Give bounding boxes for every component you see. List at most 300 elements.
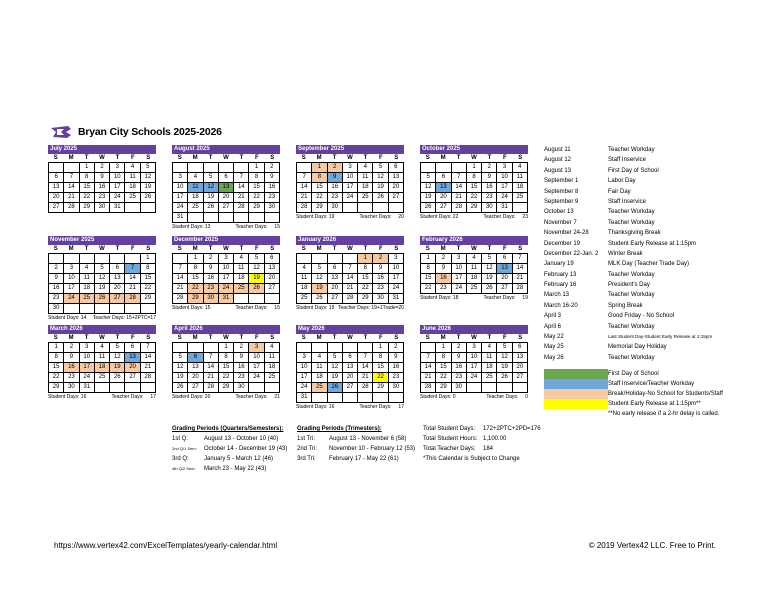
weekday-label: T: [487, 246, 492, 252]
day-grid: [420, 342, 528, 393]
day-cell: 11: [358, 173, 373, 183]
day-cell: 17: [452, 274, 467, 284]
empty-cell: [95, 304, 110, 314]
weekday-label: F: [131, 335, 135, 341]
day-cell: 6: [389, 163, 404, 173]
day-cell: 13: [497, 264, 512, 274]
day-cell: 4: [513, 163, 528, 173]
day-cell: 9: [204, 264, 219, 274]
event-date: October 13: [544, 209, 574, 216]
school-logo-icon: [50, 125, 72, 139]
day-cell: 5: [328, 353, 343, 363]
weekday-label: S: [53, 155, 58, 161]
day-cell: 29: [219, 383, 234, 393]
empty-cell: [204, 343, 219, 353]
day-cell: 28: [173, 294, 188, 304]
empty-cell: [95, 383, 110, 393]
month-summary: [172, 393, 280, 402]
day-cell: 27: [219, 203, 234, 213]
day-cell: 20: [389, 183, 404, 193]
day-cell: 12: [497, 353, 512, 363]
weekday-label: T: [84, 155, 89, 161]
totals-note: *This Calendar is Subject to Change: [423, 456, 520, 462]
grading-row: [172, 454, 287, 464]
day-cell: 30: [234, 383, 249, 393]
day-cell: 3: [297, 353, 312, 363]
month-april-2026: [172, 325, 280, 402]
month-title: April 2026: [172, 325, 280, 334]
day-cell: 14: [64, 183, 79, 193]
event-row: [544, 145, 764, 155]
day-cell: 4: [297, 264, 312, 274]
day-cell: 5: [95, 264, 110, 274]
day-cell: 14: [125, 274, 140, 284]
weekday-label: T: [363, 246, 368, 252]
empty-cell: [358, 393, 373, 403]
weekday-header: [420, 154, 528, 162]
day-cell: 2: [265, 163, 280, 173]
event-row: [544, 218, 764, 228]
day-cell: 3: [389, 254, 404, 264]
month-title: July 2025: [48, 145, 156, 154]
day-cell: 23: [328, 193, 343, 203]
day-cell: 21: [125, 284, 140, 294]
weekday-label: F: [503, 335, 507, 341]
weekday-label: F: [379, 335, 383, 341]
day-cell: 4: [95, 343, 110, 353]
weekday-label: S: [177, 335, 182, 341]
day-cell: 30: [95, 203, 110, 213]
day-cell: 24: [497, 193, 512, 203]
grading-row: [297, 454, 415, 464]
weekday-header: [48, 154, 156, 162]
weekday-header: [172, 154, 280, 162]
day-cell: 28: [125, 294, 140, 304]
day-grid: [48, 253, 156, 314]
day-cell: 21: [297, 193, 312, 203]
day-cell: 19: [173, 373, 188, 383]
month-august-2025: [172, 145, 280, 232]
day-cell: 29: [49, 383, 64, 393]
day-cell: 11: [297, 274, 312, 284]
weekday-label: F: [255, 335, 259, 341]
weekday-label: T: [239, 155, 244, 161]
day-cell: 29: [249, 203, 264, 213]
empty-cell: [312, 254, 327, 264]
day-cell: 30: [389, 383, 404, 393]
grading-quarters-title: Grading Periods (Quarters/Semesters):: [172, 426, 284, 432]
day-cell: 16: [95, 183, 110, 193]
day-cell: 23: [49, 294, 64, 304]
day-cell: 18: [125, 183, 140, 193]
teacher-days: Teacher Days: 19: [483, 295, 528, 301]
day-cell: 18: [297, 284, 312, 294]
event-row: [544, 322, 764, 332]
day-cell: 22: [49, 373, 64, 383]
day-cell: 9: [64, 353, 79, 363]
day-cell: 13: [389, 173, 404, 183]
event-row: [544, 342, 764, 352]
empty-cell: [297, 254, 312, 264]
totals-row: [423, 444, 541, 454]
day-cell: 6: [125, 343, 140, 353]
day-cell: 26: [312, 294, 327, 304]
day-cell: 7: [297, 173, 312, 183]
day-cell: 27: [328, 294, 343, 304]
day-cell: 12: [312, 274, 327, 284]
day-cell: 19: [482, 274, 497, 284]
event-name: Winter Break: [608, 250, 643, 257]
day-cell: 23: [95, 193, 110, 203]
day-cell: 5: [421, 173, 436, 183]
calendar-header: [50, 124, 222, 140]
day-cell: 25: [358, 193, 373, 203]
day-cell: 12: [173, 363, 188, 373]
day-cell: 2: [95, 163, 110, 173]
day-cell: 3: [497, 163, 512, 173]
day-cell: 18: [513, 183, 528, 193]
event-name: Spring Break: [608, 302, 643, 309]
day-cell: 22: [373, 373, 388, 383]
day-cell: 24: [219, 284, 234, 294]
day-cell: 13: [436, 183, 451, 193]
day-cell: 26: [95, 294, 110, 304]
day-cell: 20: [125, 363, 140, 373]
student-days: Student Days: 19: [296, 214, 335, 220]
empty-cell: [421, 163, 436, 173]
legend-label: Staff Inservice/Teacher Workday: [608, 381, 695, 388]
event-name: Teacher Workday: [608, 147, 655, 153]
day-cell: 5: [482, 254, 497, 264]
day-cell: 21: [141, 363, 156, 373]
day-cell: 18: [234, 274, 249, 284]
event-date: September 8: [544, 188, 579, 195]
day-cell: 6: [49, 173, 64, 183]
event-date: April 6: [544, 323, 562, 330]
day-cell: 21: [513, 274, 528, 284]
event-row: [544, 155, 764, 165]
day-cell: 29: [467, 203, 482, 213]
day-cell: 8: [49, 353, 64, 363]
event-row: [544, 228, 764, 238]
day-cell: 6: [513, 343, 528, 353]
event-name: President's Day: [608, 282, 650, 289]
day-cell: 6: [343, 353, 358, 363]
day-cell: 9: [265, 173, 280, 183]
empty-cell: [328, 254, 343, 264]
empty-cell: [219, 213, 234, 223]
day-cell: 18: [188, 193, 203, 203]
day-cell: 20: [497, 274, 512, 284]
totals-label: Total Teacher Days:: [423, 446, 476, 452]
weekday-label: M: [440, 155, 446, 161]
day-cell: 1: [373, 343, 388, 353]
day-cell: 9: [482, 173, 497, 183]
day-cell: 5: [141, 163, 156, 173]
empty-cell: [234, 213, 249, 223]
weekday-label: S: [177, 155, 182, 161]
day-cell: 10: [297, 363, 312, 373]
day-cell: 12: [482, 264, 497, 274]
day-cell: 7: [358, 353, 373, 363]
day-cell: 27: [497, 284, 512, 294]
teacher-days: Teacher Days: 0: [486, 394, 528, 400]
month-title: January 2026: [296, 236, 404, 245]
day-cell: 29: [312, 203, 327, 213]
day-cell: 16: [204, 274, 219, 284]
day-cell: 24: [467, 373, 482, 383]
day-cell: 20: [513, 363, 528, 373]
day-cell: 25: [188, 203, 203, 213]
weekday-header: [296, 245, 404, 253]
event-name: Teacher Workday: [608, 271, 655, 278]
day-cell: 14: [513, 264, 528, 274]
month-title: March 2026: [48, 325, 156, 334]
weekday-label: W: [471, 246, 477, 252]
month-january-2026: [296, 236, 404, 313]
weekday-label: S: [301, 246, 306, 252]
day-cell: 12: [110, 353, 125, 363]
day-cell: 3: [110, 163, 125, 173]
day-cell: 27: [49, 203, 64, 213]
day-cell: 1: [358, 254, 373, 264]
day-cell: 21: [421, 373, 436, 383]
day-cell: 13: [49, 183, 64, 193]
day-cell: 21: [64, 193, 79, 203]
day-cell: 5: [249, 254, 264, 264]
weekday-label: S: [270, 155, 275, 161]
weekday-label: W: [347, 335, 353, 341]
day-cell: 9: [452, 353, 467, 363]
day-cell: 7: [343, 264, 358, 274]
weekday-label: T: [332, 155, 337, 161]
month-title: December 2025: [172, 236, 280, 245]
weekday-label: S: [53, 335, 58, 341]
day-cell: 28: [452, 203, 467, 213]
day-cell: 25: [467, 284, 482, 294]
day-cell: 24: [110, 193, 125, 203]
event-row: [544, 249, 764, 259]
empty-cell: [343, 343, 358, 353]
empty-cell: [343, 203, 358, 213]
day-cell: 8: [219, 353, 234, 363]
day-cell: 15: [49, 363, 64, 373]
day-cell: 29: [358, 294, 373, 304]
day-cell: 21: [234, 193, 249, 203]
day-cell: 3: [343, 163, 358, 173]
month-october-2025: [420, 145, 528, 222]
day-cell: 20: [188, 373, 203, 383]
weekday-label: T: [84, 246, 89, 252]
totals-value: 1,100.00: [483, 436, 507, 442]
student-days: Student Days: 18: [420, 295, 459, 301]
grading-row: [172, 464, 287, 474]
weekday-header: [48, 334, 156, 342]
empty-cell: [64, 254, 79, 264]
day-cell: 13: [513, 353, 528, 363]
weekday-label: M: [68, 335, 74, 341]
month-summary: [420, 213, 528, 222]
grading-range: November 10 - February 12 (53): [329, 446, 416, 452]
day-cell: 3: [219, 254, 234, 264]
weekday-header: [48, 245, 156, 253]
weekday-label: T: [487, 155, 492, 161]
weekday-label: S: [270, 335, 275, 341]
day-cell: 9: [49, 274, 64, 284]
weekday-label: T: [115, 155, 120, 161]
footer-url[interactable]: https://www.vertex42.com/ExcelTemplates/yearly-calendar.html: [54, 541, 278, 550]
day-cell: 1: [80, 163, 95, 173]
weekday-label: M: [316, 155, 322, 161]
day-cell: 4: [358, 163, 373, 173]
weekday-label: M: [192, 335, 198, 341]
month-summary: [172, 223, 280, 232]
day-cell: 8: [421, 264, 436, 274]
day-grid: [172, 342, 280, 393]
weekday-header: [296, 334, 404, 342]
day-cell: 6: [436, 173, 451, 183]
grading-row: [297, 434, 415, 444]
weekday-label: T: [84, 335, 89, 341]
teacher-days: Teacher Days: 23: [483, 214, 528, 220]
event-name: Memorial Day Holiday: [608, 344, 667, 351]
event-row: [544, 280, 764, 290]
event-date: March 16-20: [544, 302, 578, 309]
day-cell: 17: [80, 363, 95, 373]
day-cell: 2: [373, 254, 388, 264]
weekday-label: M: [316, 335, 322, 341]
weekday-label: T: [456, 246, 461, 252]
day-cell: 31: [80, 383, 95, 393]
weekday-label: S: [146, 335, 151, 341]
day-cell: 9: [234, 353, 249, 363]
day-cell: 10: [389, 264, 404, 274]
weekday-label: S: [270, 246, 275, 252]
page-title: Bryan City Schools 2025-2026: [78, 126, 222, 138]
day-cell: 8: [80, 173, 95, 183]
day-cell: 21: [343, 284, 358, 294]
empty-cell: [125, 304, 140, 314]
grading-range: August 13 - November 6 (58): [329, 436, 407, 442]
empty-cell: [173, 163, 188, 173]
day-cell: 25: [125, 193, 140, 203]
day-cell: 18: [95, 363, 110, 373]
day-cell: 2: [389, 343, 404, 353]
empty-cell: [513, 383, 528, 393]
empty-cell: [389, 203, 404, 213]
day-cell: 16: [64, 363, 79, 373]
day-cell: 1: [249, 163, 264, 173]
empty-cell: [358, 203, 373, 213]
event-date: November 7: [544, 219, 577, 226]
day-cell: 30: [265, 203, 280, 213]
weekday-label: T: [487, 335, 492, 341]
day-cell: 1: [141, 254, 156, 264]
empty-cell: [95, 254, 110, 264]
legend-swatch: [544, 379, 608, 389]
day-cell: 16: [234, 363, 249, 373]
event-date: May 25: [544, 344, 564, 351]
month-november-2025: [48, 236, 156, 323]
weekday-label: W: [223, 335, 229, 341]
day-cell: 13: [125, 353, 140, 363]
day-cell: 8: [467, 173, 482, 183]
day-cell: 27: [513, 373, 528, 383]
day-cell: 10: [80, 353, 95, 363]
empty-cell: [219, 163, 234, 173]
day-cell: 13: [343, 363, 358, 373]
day-cell: 16: [482, 183, 497, 193]
day-cell: 3: [452, 254, 467, 264]
day-cell: 8: [188, 264, 203, 274]
day-cell: 26: [110, 373, 125, 383]
empty-cell: [497, 383, 512, 393]
event-name: Teacher Workday: [608, 292, 655, 299]
day-cell: 10: [452, 264, 467, 274]
day-cell: 20: [436, 193, 451, 203]
event-name: Student Early Release at 1:15pm: [608, 240, 697, 247]
empty-cell: [312, 393, 327, 403]
day-cell: 26: [328, 383, 343, 393]
weekday-label: S: [146, 155, 151, 161]
legend-label: First Day of School: [608, 371, 659, 378]
day-cell: 9: [328, 173, 343, 183]
day-cell: 11: [234, 264, 249, 274]
day-cell: 16: [328, 183, 343, 193]
month-title: February 2026: [420, 236, 528, 245]
weekday-label: M: [440, 335, 446, 341]
day-cell: 26: [204, 203, 219, 213]
day-cell: 28: [204, 383, 219, 393]
event-name: MLK Day (Teacher Trade Day): [608, 261, 690, 268]
day-cell: 28: [297, 203, 312, 213]
weekday-header: [420, 245, 528, 253]
month-september-2025: [296, 145, 404, 222]
grading-range: March 23 - May 22 (43): [204, 466, 267, 472]
legend-swatch: [544, 369, 608, 379]
weekday-label: S: [177, 246, 182, 252]
grading-label: 2nd Tri:: [297, 446, 318, 452]
day-cell: 10: [64, 274, 79, 284]
day-cell: 17: [249, 363, 264, 373]
empty-cell: [249, 294, 264, 304]
day-cell: 12: [95, 274, 110, 284]
day-cell: 2: [64, 343, 79, 353]
day-cell: 10: [497, 173, 512, 183]
month-may-2026: [296, 325, 404, 412]
day-cell: 15: [373, 363, 388, 373]
day-cell: 29: [188, 294, 203, 304]
event-name: Staff Inservice: [608, 198, 646, 205]
empty-cell: [64, 163, 79, 173]
event-date: May 22: [544, 334, 564, 341]
day-cell: 7: [513, 254, 528, 264]
day-cell: 6: [265, 254, 280, 264]
empty-cell: [49, 254, 64, 264]
day-cell: 11: [467, 264, 482, 274]
weekday-label: T: [208, 335, 213, 341]
empty-cell: [188, 213, 203, 223]
event-date: August 13: [544, 167, 572, 174]
day-cell: 30: [373, 294, 388, 304]
day-cell: 12: [204, 183, 219, 193]
day-cell: 25: [95, 373, 110, 383]
day-cell: 28: [513, 284, 528, 294]
day-cell: 31: [110, 203, 125, 213]
event-date: August 11: [544, 147, 571, 153]
day-cell: 25: [265, 373, 280, 383]
day-grid: [172, 162, 280, 223]
